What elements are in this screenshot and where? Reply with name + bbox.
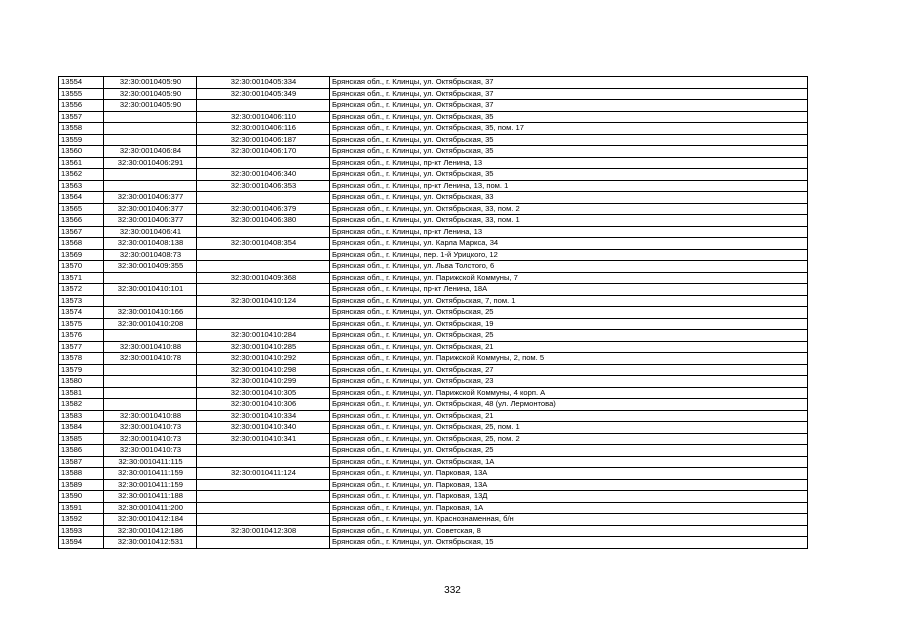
parcel-cadastral-cell: 32:30:0010410:88	[104, 341, 197, 353]
object-cadastral-cell: 32:30:0010409:368	[197, 272, 330, 284]
parcel-cadastral-cell: 32:30:0010408:73	[104, 249, 197, 261]
row-number-cell: 13588	[59, 468, 104, 480]
row-number-cell: 13554	[59, 77, 104, 89]
parcel-cadastral-cell	[104, 111, 197, 123]
row-number-cell: 13558	[59, 123, 104, 135]
object-cadastral-cell	[197, 307, 330, 319]
table-row	[59, 238, 808, 250]
table-row	[59, 226, 808, 238]
parcel-cadastral-cell	[104, 180, 197, 192]
row-number-cell: 13571	[59, 272, 104, 284]
row-number-cell: 13564	[59, 192, 104, 204]
table-row	[59, 249, 808, 261]
object-cadastral-cell	[197, 100, 330, 112]
address-cell: Брянская обл., г. Клинцы, ул. Октябрьская, 33, пом. 2	[330, 203, 808, 215]
row-number-cell: 13563	[59, 180, 104, 192]
row-number-cell: 13573	[59, 295, 104, 307]
object-cadastral-cell: 32:30:0010405:349	[197, 88, 330, 100]
object-cadastral-cell: 32:30:0010410:305	[197, 387, 330, 399]
row-number-cell: 13567	[59, 226, 104, 238]
row-number-cell: 13569	[59, 249, 104, 261]
address-cell: Брянская обл., г. Клинцы, ул. Парковая, 13А	[330, 479, 808, 491]
object-cadastral-cell: 32:30:0010406:380	[197, 215, 330, 227]
address-cell: Брянская обл., г. Клинцы, ул. Парковая, 13Д	[330, 491, 808, 503]
object-cadastral-cell	[197, 261, 330, 273]
row-number-cell: 13593	[59, 525, 104, 537]
parcel-cadastral-cell: 32:30:0010411:200	[104, 502, 197, 514]
address-cell: Брянская обл., г. Клинцы, ул. Краснознаменная, б/н	[330, 514, 808, 526]
row-number-cell: 13557	[59, 111, 104, 123]
parcel-cadastral-cell: 32:30:0010405:90	[104, 100, 197, 112]
address-cell: Брянская обл., г. Клинцы, ул. Карла Маркса, 34	[330, 238, 808, 250]
parcel-cadastral-cell	[104, 123, 197, 135]
row-number-cell: 13562	[59, 169, 104, 181]
registry-table	[58, 76, 808, 549]
row-number-cell: 13559	[59, 134, 104, 146]
table-row	[59, 387, 808, 399]
row-number-cell: 13560	[59, 146, 104, 158]
row-number-cell: 13583	[59, 410, 104, 422]
object-cadastral-cell: 32:30:0010408:354	[197, 238, 330, 250]
address-cell: Брянская обл., г. Клинцы, ул. Парковая, 1А	[330, 502, 808, 514]
object-cadastral-cell	[197, 479, 330, 491]
object-cadastral-cell	[197, 537, 330, 549]
parcel-cadastral-cell: 32:30:0010410:166	[104, 307, 197, 319]
table-row	[59, 111, 808, 123]
address-cell: Брянская обл., г. Клинцы, ул. Октябрьская, 25	[330, 307, 808, 319]
object-cadastral-cell	[197, 284, 330, 296]
object-cadastral-cell	[197, 157, 330, 169]
row-number-cell: 13574	[59, 307, 104, 319]
parcel-cadastral-cell: 32:30:0010412:186	[104, 525, 197, 537]
table-row	[59, 157, 808, 169]
table-row	[59, 215, 808, 227]
address-cell: Брянская обл., г. Клинцы, ул. Советская, 8	[330, 525, 808, 537]
address-cell: Брянская обл., г. Клинцы, ул. Октябрьская, 35	[330, 146, 808, 158]
address-cell: Брянская обл., г. Клинцы, пер. 1-й Урицкого, 12	[330, 249, 808, 261]
parcel-cadastral-cell	[104, 295, 197, 307]
table-row	[59, 537, 808, 549]
table-row	[59, 502, 808, 514]
row-number-cell: 13582	[59, 399, 104, 411]
address-cell: Брянская обл., г. Клинцы, ул. Октябрьская, 37	[330, 77, 808, 89]
table-row	[59, 272, 808, 284]
address-cell: Брянская обл., г. Клинцы, ул. Октябрьская, 48 (ул. Лермонтова)	[330, 399, 808, 411]
object-cadastral-cell: 32:30:0010410:306	[197, 399, 330, 411]
page-number: 332	[444, 585, 461, 596]
parcel-cadastral-cell: 32:30:0010411:188	[104, 491, 197, 503]
row-number-cell: 13587	[59, 456, 104, 468]
object-cadastral-cell	[197, 249, 330, 261]
parcel-cadastral-cell: 32:30:0010406:41	[104, 226, 197, 238]
address-cell: Брянская обл., г. Клинцы, ул. Парижской Коммуны, 7	[330, 272, 808, 284]
object-cadastral-cell: 32:30:0010410:124	[197, 295, 330, 307]
object-cadastral-cell	[197, 226, 330, 238]
row-number-cell: 13584	[59, 422, 104, 434]
object-cadastral-cell: 32:30:0010406:170	[197, 146, 330, 158]
row-number-cell: 13592	[59, 514, 104, 526]
row-number-cell: 13561	[59, 157, 104, 169]
table-row	[59, 192, 808, 204]
table-row	[59, 491, 808, 503]
object-cadastral-cell: 32:30:0010406:187	[197, 134, 330, 146]
address-cell: Брянская обл., г. Клинцы, ул. Льва Толстого, 6	[330, 261, 808, 273]
object-cadastral-cell: 32:30:0010411:124	[197, 468, 330, 480]
table-row	[59, 353, 808, 365]
address-cell: Брянская обл., г. Клинцы, пр-кт Ленина, 18А	[330, 284, 808, 296]
address-cell: Брянская обл., г. Клинцы, ул. Парижской Коммуны, 4 корп. А	[330, 387, 808, 399]
object-cadastral-cell: 32:30:0010410:299	[197, 376, 330, 388]
object-cadastral-cell	[197, 192, 330, 204]
table-row	[59, 433, 808, 445]
parcel-cadastral-cell: 32:30:0010410:73	[104, 422, 197, 434]
object-cadastral-cell: 32:30:0010410:334	[197, 410, 330, 422]
table-row	[59, 318, 808, 330]
row-number-cell: 13591	[59, 502, 104, 514]
object-cadastral-cell: 32:30:0010406:110	[197, 111, 330, 123]
row-number-cell: 13566	[59, 215, 104, 227]
address-cell: Брянская обл., г. Клинцы, ул. Октябрьская, 25, пом. 1	[330, 422, 808, 434]
row-number-cell: 13581	[59, 387, 104, 399]
table-row	[59, 134, 808, 146]
object-cadastral-cell: 32:30:0010406:116	[197, 123, 330, 135]
address-cell: Брянская обл., г. Клинцы, ул. Октябрьская, 35	[330, 111, 808, 123]
row-number-cell: 13594	[59, 537, 104, 549]
address-cell: Брянская обл., г. Клинцы, ул. Октябрьская, 33	[330, 192, 808, 204]
address-cell: Брянская обл., г. Клинцы, ул. Октябрьская, 21	[330, 410, 808, 422]
parcel-cadastral-cell	[104, 134, 197, 146]
address-cell: Брянская обл., г. Клинцы, ул. Октябрьская, 25	[330, 330, 808, 342]
row-number-cell: 13575	[59, 318, 104, 330]
table-row	[59, 169, 808, 181]
address-cell: Брянская обл., г. Клинцы, ул. Парижской Коммуны, 2, пом. 5	[330, 353, 808, 365]
table-row	[59, 479, 808, 491]
row-number-cell: 13586	[59, 445, 104, 457]
address-cell: Брянская обл., г. Клинцы, ул. Октябрьская, 15	[330, 537, 808, 549]
parcel-cadastral-cell	[104, 376, 197, 388]
parcel-cadastral-cell: 32:30:0010411:159	[104, 479, 197, 491]
object-cadastral-cell: 32:30:0010410:292	[197, 353, 330, 365]
parcel-cadastral-cell: 32:30:0010410:101	[104, 284, 197, 296]
address-cell: Брянская обл., г. Клинцы, ул. Октябрьская, 23	[330, 376, 808, 388]
table-row	[59, 456, 808, 468]
parcel-cadastral-cell: 32:30:0010411:159	[104, 468, 197, 480]
address-cell: Брянская обл., г. Клинцы, ул. Октябрьская, 35	[330, 169, 808, 181]
table-row	[59, 77, 808, 89]
table-row	[59, 203, 808, 215]
parcel-cadastral-cell: 32:30:0010410:73	[104, 445, 197, 457]
table-row	[59, 376, 808, 388]
table-row	[59, 410, 808, 422]
table-row	[59, 295, 808, 307]
parcel-cadastral-cell: 32:30:0010406:377	[104, 215, 197, 227]
parcel-cadastral-cell	[104, 399, 197, 411]
address-cell: Брянская обл., г. Клинцы, ул. Октябрьская, 1А	[330, 456, 808, 468]
parcel-cadastral-cell: 32:30:0010408:138	[104, 238, 197, 250]
object-cadastral-cell	[197, 445, 330, 457]
object-cadastral-cell	[197, 456, 330, 468]
address-cell: Брянская обл., г. Клинцы, ул. Октябрьская, 37	[330, 100, 808, 112]
parcel-cadastral-cell: 32:30:0010410:88	[104, 410, 197, 422]
address-cell: Брянская обл., г. Клинцы, ул. Октябрьская, 33, пом. 1	[330, 215, 808, 227]
address-cell: Брянская обл., г. Клинцы, ул. Октябрьская, 21	[330, 341, 808, 353]
table-row	[59, 88, 808, 100]
table-row	[59, 284, 808, 296]
object-cadastral-cell: 32:30:0010412:308	[197, 525, 330, 537]
parcel-cadastral-cell: 32:30:0010410:78	[104, 353, 197, 365]
parcel-cadastral-cell	[104, 387, 197, 399]
row-number-cell: 13555	[59, 88, 104, 100]
address-cell: Брянская обл., г. Клинцы, ул. Октябрьская, 25, пом. 2	[330, 433, 808, 445]
parcel-cadastral-cell: 32:30:0010412:531	[104, 537, 197, 549]
parcel-cadastral-cell: 32:30:0010406:377	[104, 192, 197, 204]
row-number-cell: 13590	[59, 491, 104, 503]
table-row	[59, 100, 808, 112]
address-cell: Брянская обл., г. Клинцы, ул. Октябрьская, 19	[330, 318, 808, 330]
address-cell: Брянская обл., г. Клинцы, ул. Октябрьская, 37	[330, 88, 808, 100]
row-number-cell: 13568	[59, 238, 104, 250]
table-row	[59, 364, 808, 376]
parcel-cadastral-cell: 32:30:0010409:355	[104, 261, 197, 273]
table-row	[59, 146, 808, 158]
address-cell: Брянская обл., г. Клинцы, ул. Октябрьская, 25	[330, 445, 808, 457]
table-row	[59, 261, 808, 273]
object-cadastral-cell: 32:30:0010410:285	[197, 341, 330, 353]
address-cell: Брянская обл., г. Клинцы, ул. Октябрьская, 35	[330, 134, 808, 146]
address-cell: Брянская обл., г. Клинцы, пр-кт Ленина, 13, пом. 1	[330, 180, 808, 192]
object-cadastral-cell: 32:30:0010406:379	[197, 203, 330, 215]
parcel-cadastral-cell	[104, 169, 197, 181]
row-number-cell: 13579	[59, 364, 104, 376]
object-cadastral-cell	[197, 318, 330, 330]
object-cadastral-cell: 32:30:0010410:298	[197, 364, 330, 376]
table-row	[59, 399, 808, 411]
row-number-cell: 13570	[59, 261, 104, 273]
parcel-cadastral-cell: 32:30:0010410:73	[104, 433, 197, 445]
table-row	[59, 180, 808, 192]
parcel-cadastral-cell: 32:30:0010406:291	[104, 157, 197, 169]
parcel-cadastral-cell	[104, 272, 197, 284]
table-row	[59, 341, 808, 353]
object-cadastral-cell: 32:30:0010410:341	[197, 433, 330, 445]
row-number-cell: 13580	[59, 376, 104, 388]
table-row	[59, 307, 808, 319]
row-number-cell: 13589	[59, 479, 104, 491]
object-cadastral-cell: 32:30:0010406:340	[197, 169, 330, 181]
row-number-cell: 13572	[59, 284, 104, 296]
address-cell: Брянская обл., г. Клинцы, ул. Октябрьская, 27	[330, 364, 808, 376]
row-number-cell: 13585	[59, 433, 104, 445]
object-cadastral-cell	[197, 491, 330, 503]
object-cadastral-cell: 32:30:0010410:284	[197, 330, 330, 342]
address-cell: Брянская обл., г. Клинцы, пр-кт Ленина, 13	[330, 157, 808, 169]
row-number-cell: 13576	[59, 330, 104, 342]
object-cadastral-cell: 32:30:0010405:334	[197, 77, 330, 89]
table-row	[59, 445, 808, 457]
address-cell: Брянская обл., г. Клинцы, пр-кт Ленина, 13	[330, 226, 808, 238]
parcel-cadastral-cell: 32:30:0010405:90	[104, 77, 197, 89]
address-cell: Брянская обл., г. Клинцы, ул. Парковая, 13А	[330, 468, 808, 480]
table-row	[59, 422, 808, 434]
parcel-cadastral-cell: 32:30:0010405:90	[104, 88, 197, 100]
table-row	[59, 525, 808, 537]
object-cadastral-cell: 32:30:0010406:353	[197, 180, 330, 192]
object-cadastral-cell	[197, 502, 330, 514]
parcel-cadastral-cell: 32:30:0010406:84	[104, 146, 197, 158]
table-row	[59, 514, 808, 526]
parcel-cadastral-cell	[104, 364, 197, 376]
table-row	[59, 330, 808, 342]
object-cadastral-cell	[197, 514, 330, 526]
row-number-cell: 13577	[59, 341, 104, 353]
parcel-cadastral-cell: 32:30:0010412:184	[104, 514, 197, 526]
parcel-cadastral-cell: 32:30:0010406:377	[104, 203, 197, 215]
address-cell: Брянская обл., г. Клинцы, ул. Октябрьская, 35, пом. 17	[330, 123, 808, 135]
row-number-cell: 13565	[59, 203, 104, 215]
object-cadastral-cell: 32:30:0010410:340	[197, 422, 330, 434]
table-row	[59, 123, 808, 135]
address-cell: Брянская обл., г. Клинцы, ул. Октябрьская, 7, пом. 1	[330, 295, 808, 307]
row-number-cell: 13556	[59, 100, 104, 112]
parcel-cadastral-cell	[104, 330, 197, 342]
registry-table-body	[59, 77, 808, 549]
row-number-cell: 13578	[59, 353, 104, 365]
parcel-cadastral-cell: 32:30:0010410:208	[104, 318, 197, 330]
parcel-cadastral-cell: 32:30:0010411:115	[104, 456, 197, 468]
table-row	[59, 468, 808, 480]
